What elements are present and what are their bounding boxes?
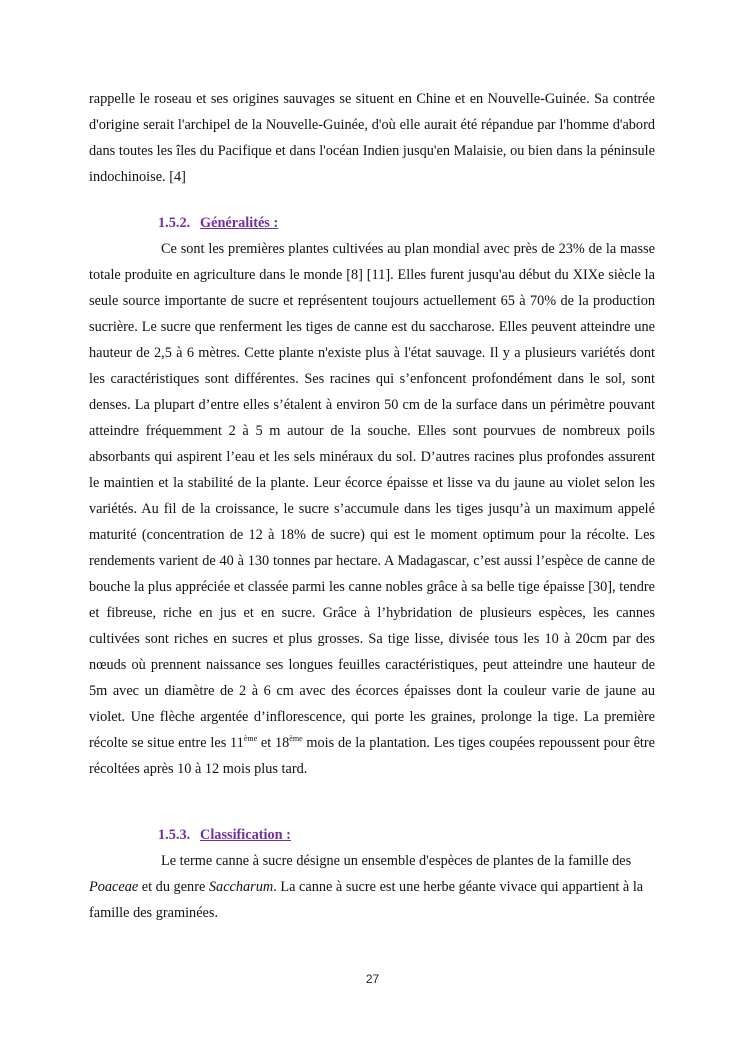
classification-text-3: . La canne à sucre est une herbe géante vivace qui appartient à la famille des graminées. xyxy=(89,879,644,921)
section-title: Classification : xyxy=(200,827,291,843)
page-body xyxy=(89,86,655,926)
num-11: 11 xyxy=(230,735,244,751)
classification-text-2: et du genre xyxy=(138,879,209,895)
num-18: 18 xyxy=(275,735,290,751)
generalites-body: Ce sont les premières plantes cultivées au plan mondial avec près de 23% de la masse totale produite en agriculture dans le monde [8] [11]. Elles furent jusqu'au début du XIXe siècle la seule source importante de sucre et représentent toujours actuellement 65 à 70% de la production sucrière. Le sucre que renferment les tiges de canne est du saccharose. Elles peuvent atteindre une hauteur de 2,5 à 6 mètres. Cette plante n'existe plus à l'état sauvage. Il y a plusieurs variétés dont les caractéristiques sont différentes. Ses racines qui s’enfoncent profondément dans le sol, sont denses. La plupart d’entre elles s’étalent à environ 50 cm de la surface dans un périmètre pouvant atteindre fréquemment 2 à 5 m autour de la souche. Elles sont pourvues de nombreux poils absorbants qui aspirent l’eau et les sels minéraux du sol. D’autres racines plus profondes assurent le maintien et la stabilité de la plante. Leur écorce épaisse et lisse va du jaune au violet selon les variétés. Au fil de la croissance, le sucre s’accumule dans les tiges jusqu’à un maximum appelé maturité (concentration de 12 à 18% de sucre) qui est le moment optimum pour la récolte. Les rendements varient de 40 à 130 tonnes par hectare. A Madagascar, c’est aussi l’espèce de canne de bouche la plus appréciée et classée parmi les canne nobles grâce à sa belle tige épaisse [30], tendre et fibreuse, riche en jus et en sucre. Grâce à l’hybridation de plusieurs espèces, les cannes cultivées sont riches en sucres et plus grosses. Sa tige lisse, divisée tous les 10 à 20cm par des nœuds où prennent naissance ses longues feuilles caractéristiques, peut atteindre une hauteur de 5m avec un diamètre de 2 à 6 cm avec des écorces épaisses dont la couleur varie de jaune au violet. Une flèche argentée d’inflorescence, qui porte les graines, prolonge la tige. La première récolte se situe entre les xyxy=(89,241,655,751)
taxon-poaceae: Poaceae xyxy=(89,879,139,895)
classification-text-1: Le terme canne à sucre désigne un ensemble d'espèces de plantes de la famille des xyxy=(161,853,632,869)
generalites-body-end: mois de la plantation. Les tiges coupées repoussent pour être récoltées après 10 à 12 mois plus tard. xyxy=(89,735,656,777)
section-heading-generalites xyxy=(158,210,655,236)
sup-18: ème xyxy=(289,734,303,744)
section-number: 1.5.2. xyxy=(158,215,191,231)
section-title: Généralités : xyxy=(200,215,279,231)
section-heading-classification xyxy=(158,822,655,848)
sup-11: ème xyxy=(243,734,258,744)
generalites-paragraph xyxy=(89,236,655,782)
section-number: 1.5.3. xyxy=(158,827,191,843)
intro-paragraph: rappelle le roseau et ses origines sauvages se situent en Chine et en Nouvelle-Guinée. Sa contrée d'origine serait l'archipel de la Nouvelle-Guinée, d'où elle aurait été répandue par l'homme d'abord dans toutes les îles du Pacifique et dans l'océan Indien jusqu'en Malaisie, ou bien dans la péninsule indochinoise. [4] xyxy=(89,91,655,185)
classification-paragraph xyxy=(89,848,655,926)
and-word: et xyxy=(257,735,275,751)
page-number: 27 xyxy=(365,972,380,986)
taxon-saccharum: Saccharum xyxy=(208,879,274,895)
